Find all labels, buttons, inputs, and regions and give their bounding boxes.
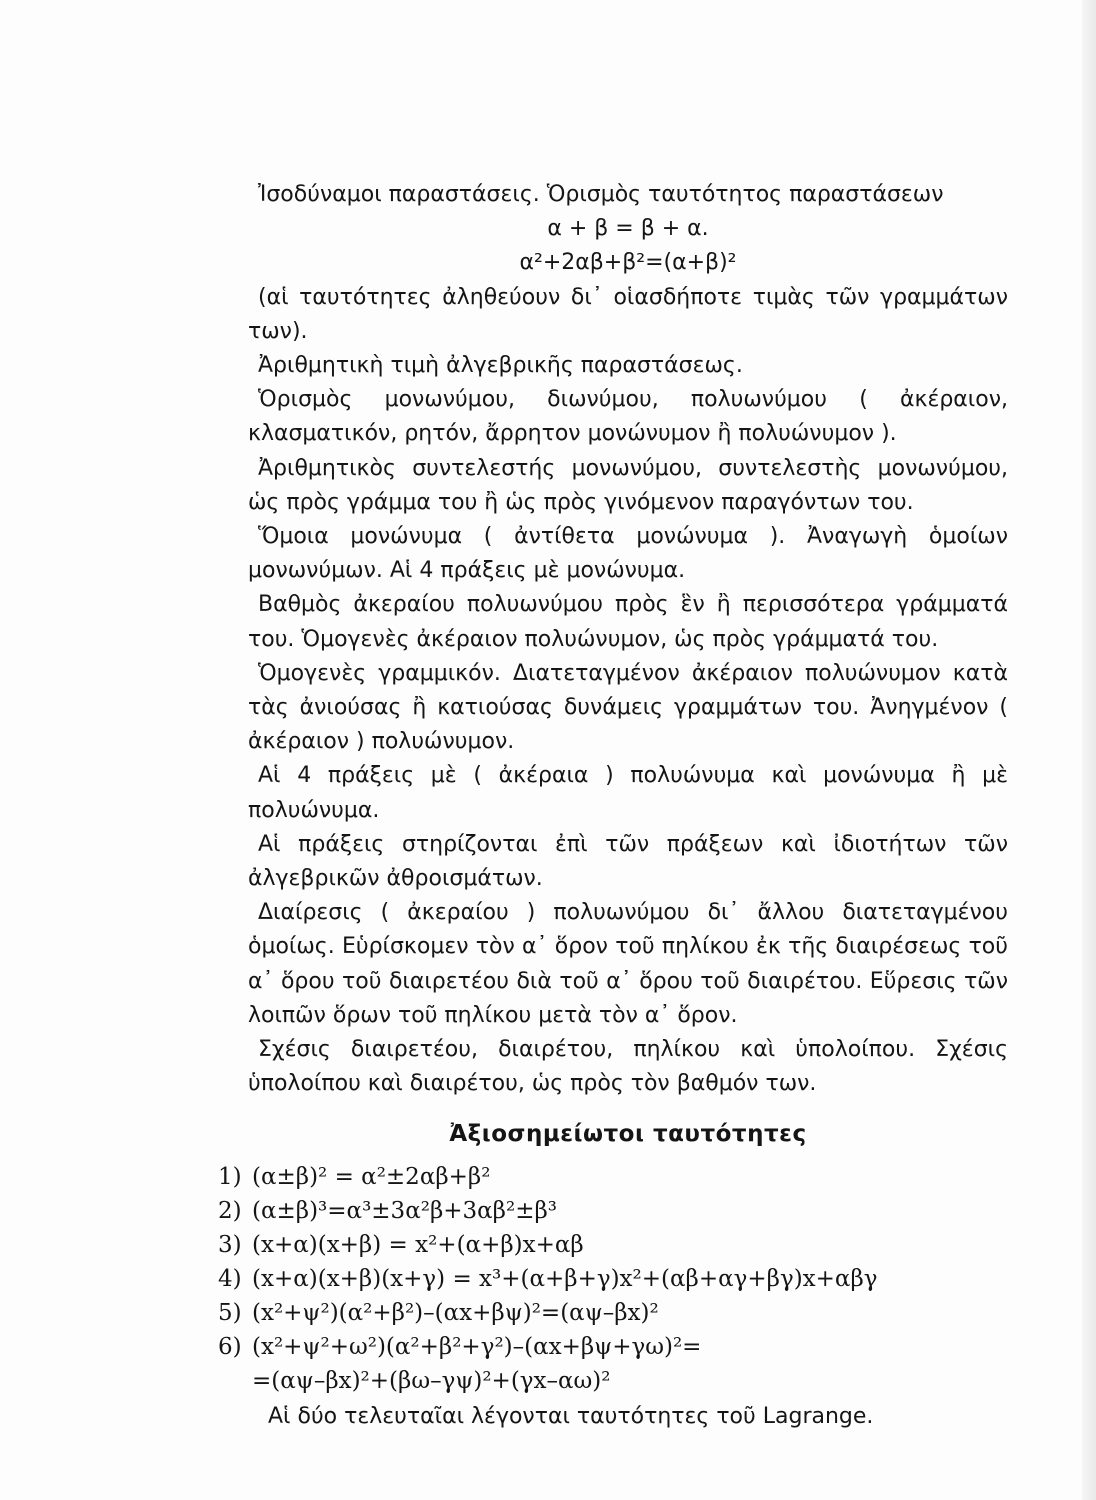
identities-list (218, 1160, 1008, 1398)
identity-item (218, 1228, 1008, 1262)
page-edge-shadow (1082, 0, 1096, 1500)
identity-number: 4) (218, 1265, 242, 1292)
identity-item (218, 1194, 1008, 1228)
identity-formula: (x+α)(x+β)(x+γ) = x³+(α+β+γ)x²+(αβ+αγ+βγ)x+αβγ (252, 1265, 878, 1292)
identity-number: 6) (218, 1333, 242, 1360)
identity-number: 3) (218, 1231, 242, 1258)
paragraph-similar-monomials: Ὅμοια μονώνυμα ( ἀντίθετα μονώνυμα ). Ἀναγωγὴ ὁμοίων μονωνύμων. Αἱ 4 πράξεις μὲ μονώνυμα. (248, 524, 1008, 584)
paragraph-four-operations: Αἱ 4 πράξεις μὲ ( ἀκέραια ) πολυώνυμα καὶ μονώνυμα ἢ μὲ πολυώνυμα. (248, 763, 1008, 823)
identity-item (218, 1296, 1008, 1330)
closing-sentence: Αἱ δύο τελευταῖαι λέγονται ταυτότητες τοῦ Lagrange. (268, 1403, 874, 1429)
page-content (218, 178, 1008, 1434)
identity-item (218, 1330, 1008, 1364)
identity-number: 1) (218, 1163, 242, 1190)
paragraph-equivalent-expressions: Ἰσοδύναμοι παραστάσεις. Ὁρισμὸς ταυτότητος παραστάσεων (258, 182, 944, 207)
paragraph-identities-note: (αἱ ταυτότητες ἀληθεύουν δι᾽ οἱασδήποτε τιμὰς τῶν γραμμάτων των). (248, 284, 1008, 344)
identity-number: 5) (218, 1299, 242, 1326)
section-heading: Ἀξιοσημείωτοι ταυτότητες (449, 1121, 807, 1148)
equation-square: α²+2αβ+β²=(α+β)² (519, 250, 737, 276)
identity-item (218, 1262, 1008, 1296)
identity-formula: (x+α)(x+β) = x²+(α+β)x+αβ (252, 1231, 584, 1258)
identity-number: 2) (218, 1197, 242, 1224)
paragraph-operations-basis: Αἱ πράξεις στηρίζονται ἐπὶ τῶν πράξεων καὶ ἰδιοτήτων τῶν ἀλγεβρικῶν ἀθροισμάτων. (248, 831, 1008, 892)
identity-continuation: =(αψ–βx)²+(βω–γψ)²+(γx–αω)² (252, 1367, 611, 1394)
paragraph-homogeneous: Ὁμογενὲς γραμμικόν. Διατεταγμένον ἀκέραιον πολυώνυμον κατὰ τὰς ἀνιούσας ἢ κατιούσας δυνάμεις γραμμάτων του. Ἀνηγμένον ( ἀκέραιον ) πολυώνυμον. (248, 660, 1008, 755)
identity-formula: (x²+ψ²+ω²)(α²+β²+γ²)–(αx+βψ+γω)²= (252, 1333, 702, 1360)
paragraph-numeric-value: Ἀριθμητικὴ τιμὴ ἀλγεβρικῆς παραστάσεως. (258, 353, 743, 379)
identity-formula: (x²+ψ²)(α²+β²)–(αx+βψ)²=(αψ–βx)² (252, 1299, 659, 1326)
paragraph-degree: Βαθμὸς ἀκεραίου πολυωνύμου πρὸς ἓν ἢ περισσότερα γράμματά του. Ὁμογενὲς ἀκέραιον πολυώνυμον, ὡς πρὸς γράμματά του. (248, 592, 1008, 652)
paragraph-division-relation: Σχέσις διαιρετέου, διαιρέτου, πηλίκου καὶ ὑπολοίπου. Σχέσις ὑπολοίπου καὶ διαιρέτου, ὡς πρὸς τὸν βαθμόν των. (248, 1037, 1008, 1097)
equation-commutative: α + β = β + α. (547, 216, 709, 242)
identity-formula: (α±β)² = α²±2αβ+β² (252, 1163, 491, 1190)
identity-formula: (α±β)³=α³±3α²β+3αβ²±β³ (252, 1197, 557, 1224)
paragraph-coefficient: Ἀριθμητικὸς συντελεστής μονωνύμου, συντελεστὴς μονωνύμου, ὡς πρὸς γράμμα του ἢ ὡς πρὸς γινόμενον παραγόντων του. (248, 455, 1008, 515)
identity-item (218, 1160, 1008, 1194)
paragraph-division: Διαίρεσις ( ἀκεραίου ) πολυωνύμου δι᾽ ἄλλου διατεταγμένου ὁμοίως. Εὑρίσκομεν τὸν α᾽ ὅρον τοῦ πηλίκου ἐκ τῆς διαιρέσεως τοῦ α᾽ ὅρου τοῦ διαιρετέου διὰ τοῦ α᾽ ὅρου τοῦ διαιρέτου. Εὕρεσις τῶν λοιπῶν ὅρων τοῦ πηλίκου μετὰ τὸν α᾽ ὅρον. (248, 900, 1008, 1028)
paragraph-monomial-definition: Ὁρισμὸς μονωνύμου, διωνύμου, πολυωνύμου ( ἀκέραιον, κλασματικόν, ρητόν, ἄρρητον μονώνυμον ἢ πολυώνυμον ). (248, 387, 1008, 447)
